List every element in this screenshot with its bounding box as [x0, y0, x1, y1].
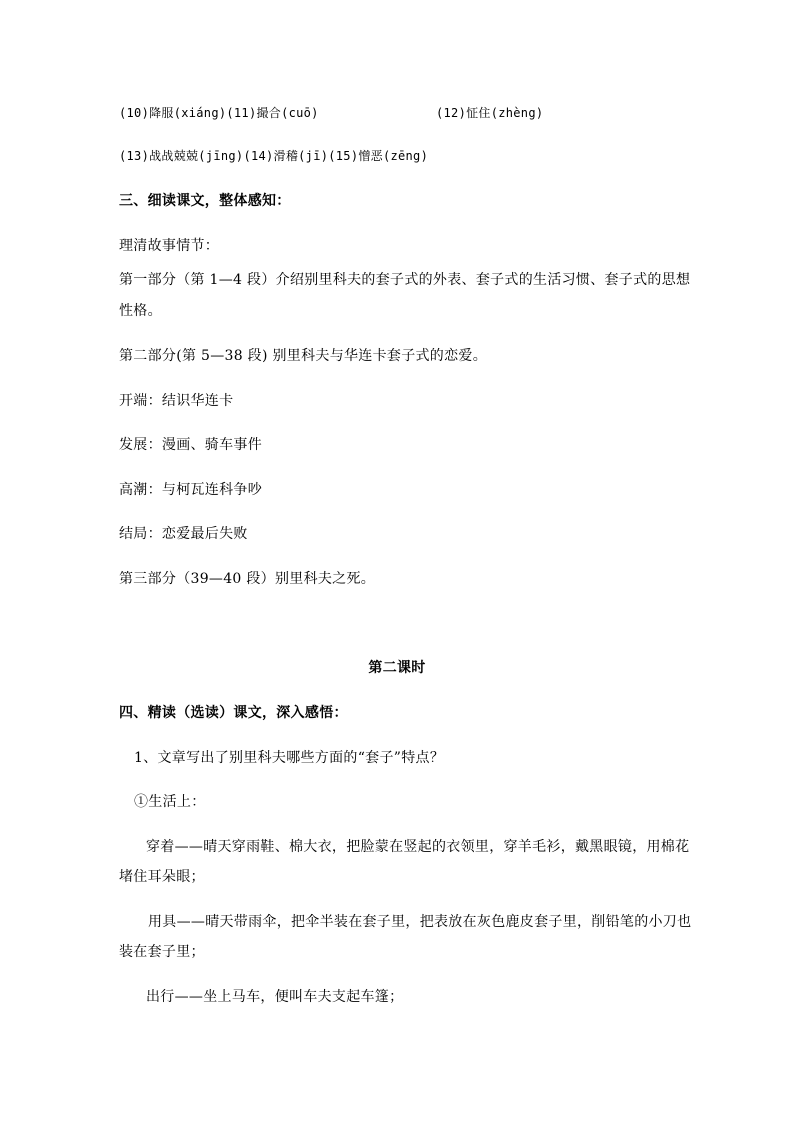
part-3: 第三部分（39—40 段）别里科夫之死。 — [119, 571, 376, 587]
vocab-line-1b: (12)怔住(zhèng) — [436, 106, 544, 120]
tools-line-1: 用具——晴天带雨伞，把伞半装在套子里，把表放在灰色鹿皮套子里，削铅笔的小刀也 — [148, 914, 692, 930]
vocab-line-1a: (10)降服(xiáng)(11)撮合(cuō) — [119, 106, 319, 120]
life-label: ①生活上： — [134, 794, 206, 810]
section-4-heading: 四、精读（选读）课文，深入感悟： — [119, 705, 348, 721]
section-3-heading: 三、细读课文，整体感知： — [119, 193, 291, 209]
lesson-2-title: 第二课时 — [368, 660, 426, 676]
stage-climax: 高潮：与柯瓦连科争吵 — [119, 482, 262, 498]
stage-ending: 结局：恋爱最后失败 — [119, 526, 248, 542]
travel-line: 出行——坐上马车，便叫车夫支起车篷； — [146, 989, 404, 1005]
wear-line-2: 堵住耳朵眼； — [119, 869, 205, 885]
part-2: 第二部分(第 5—38 段) 别里科夫与华连卡套子式的恋爱。 — [119, 348, 487, 364]
part-1-line-2: 性格。 — [119, 303, 162, 319]
part-1-line-1: 第一部分（第 1—4 段）介绍别里科夫的套子式的外表、套子式的生活习惯、套子式的思想 — [119, 272, 691, 288]
plot-subheading: 理清故事情节： — [119, 238, 220, 254]
question-1: 1、文章写出了别里科夫哪些方面的“套子”特点？ — [134, 750, 445, 766]
wear-line-1: 穿着——晴天穿雨鞋、棉大衣，把脸蒙在竖起的衣领里，穿羊毛衫，戴黑眼镜，用棉花 — [146, 839, 690, 855]
stage-opening: 开端：结识华连卡 — [119, 393, 234, 409]
stage-development: 发展：漫画、骑车事件 — [119, 437, 262, 453]
tools-line-2: 装在套子里； — [119, 944, 205, 960]
vocab-line-2: (13)战战兢兢(jīng)(14)滑稽(jī)(15)憎恶(zēng) — [119, 149, 429, 163]
